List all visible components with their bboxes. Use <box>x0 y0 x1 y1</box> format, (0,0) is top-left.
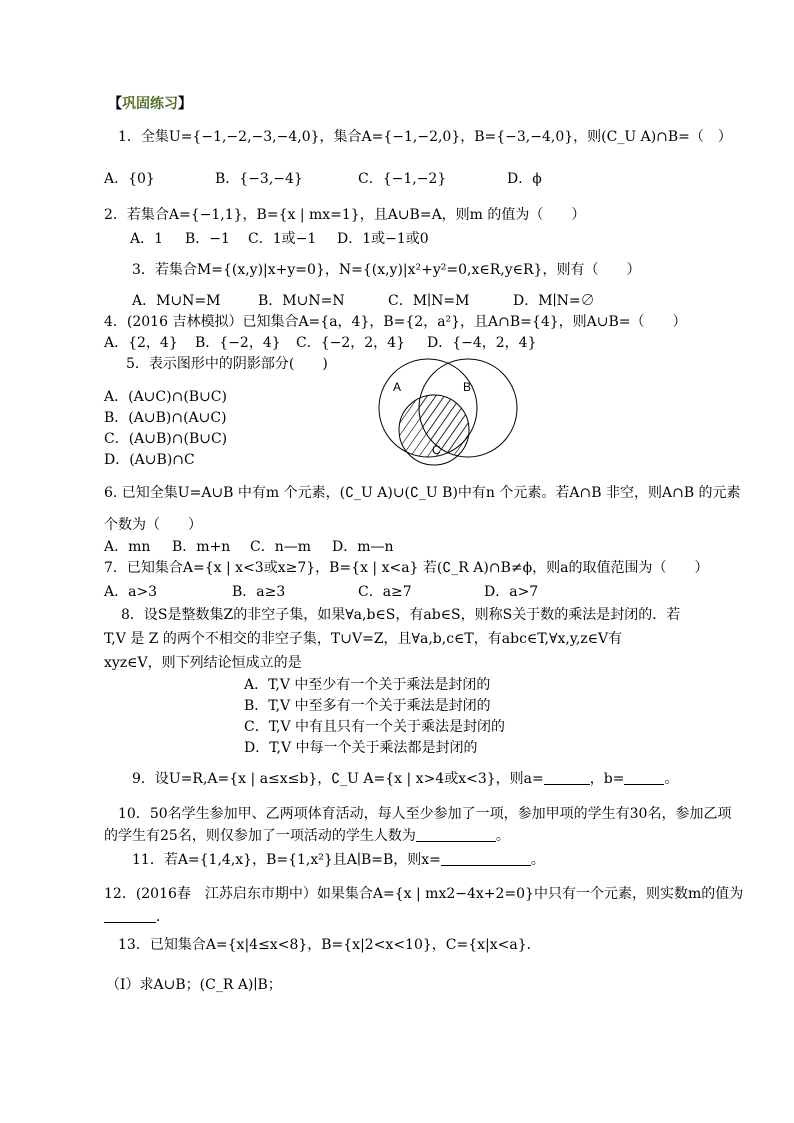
q3-option-a: A．M∪N=M <box>132 293 221 309</box>
q3-option-b: B．M∪N=N <box>258 293 345 309</box>
question-5: 5．表示图形中的阴影部分( ) <box>126 356 328 372</box>
q3-option-c: C．M∣N=M <box>388 293 470 309</box>
venn-diagram <box>368 358 528 482</box>
q6-option-c: C．n—m <box>250 539 312 555</box>
q5-option-a: A．(A∪C)∩(B∪C) <box>104 389 227 405</box>
question-1: 1．全集U={−1,−2,−3,−4,0}，集合A={−1,−2,0}，B={−3,−4,0}，则(C_U A)∩B=（ ） <box>118 129 732 145</box>
q5-option-c: C．(A∪B)∩(B∪C) <box>104 431 228 447</box>
question-12-line-2: ． <box>104 908 170 926</box>
q1-option-c: C．{−1,−2} <box>358 171 447 187</box>
question-13-part-1: （I）求A∪B；(C_R A)∣B； <box>106 977 282 993</box>
q9-blank-b[interactable] <box>624 770 664 785</box>
q7-option-b: B．a≥3 <box>232 584 286 600</box>
q7-option-a: A．a>3 <box>104 584 158 600</box>
q1-option-a: A．{0} <box>104 171 155 187</box>
q9-blank-a[interactable] <box>544 770 590 785</box>
venn-label-c: C <box>432 443 441 457</box>
q8-option-b: B．T,V 中至多有一个关于乘法是封闭的 <box>244 698 491 714</box>
q1-option-d: D．ϕ <box>507 171 542 187</box>
question-12-line-1: 12．(2016春 江苏启东市期中）如果集合A={x | mx2−4x+2=0}中只有一个元素，则实数m的值为 <box>104 886 744 902</box>
question-8-line-3: xyz∈V，则下列结论恒成立的是 <box>104 655 302 671</box>
q2-option-a: A．1 <box>130 231 164 247</box>
q6-option-a: A．mn <box>104 539 151 555</box>
q8-option-a: A．T,V 中至少有一个关于乘法是封闭的 <box>244 677 491 693</box>
q8-option-d: D．T,V 中每一个关于乘法都是封闭的 <box>244 740 478 756</box>
question-13: 13．已知集合A={x|4≤x<8}，B={x|2<x<10}，C={x|x<a}． <box>118 937 541 953</box>
question-2: 2．若集合A={−1,1}，B={x | mx=1}，且A∪B=A，则m 的值为（ ） <box>104 207 586 223</box>
q6-option-d: D．m—n <box>332 539 394 555</box>
venn-label-a: A <box>393 380 402 394</box>
q12-blank[interactable] <box>104 908 156 923</box>
q8-option-c: C．T,V 中有且只有一个关于乘法是封闭的 <box>244 719 506 735</box>
question-10-line-2: 的学生有25名，则仅参加了一项活动的学生人数为 。 <box>104 828 510 844</box>
question-3: 3．若集合M={(x,y)|x+y=0}，N={(x,y)|x²+y²=0,x∈R,y∈R}，则有（ ） <box>132 262 641 278</box>
q2-option-b: B．−1 <box>185 231 230 247</box>
question-6-line-2: 个数为（ ） <box>104 517 202 533</box>
question-8-line-2: T,V 是 Z 的两个不相交的非空子集，T∪V=Z，且∀a,b,c∈T，有abc∈T,∀x,y,z∈V有 <box>104 631 623 647</box>
q11-blank[interactable] <box>441 851 531 866</box>
q6-option-b: B．m+n <box>172 539 231 555</box>
question-6-line-1: 6. 已知全集U=A∪B 中有m 个元素，(∁_U A)∪(∁_U B)中有n 个元素。若A∩B 非空，则A∩B 的元素 <box>104 485 741 501</box>
section-title: 【巩固练习】 <box>108 96 192 112</box>
q3-option-d: D．M∣N=∅ <box>513 293 595 309</box>
q7-option-d: D．a>7 <box>484 584 539 600</box>
q5-option-d: D．(A∪B)∩C <box>104 452 195 468</box>
q10-blank[interactable] <box>416 827 496 842</box>
question-7: 7．已知集合A={x | x<3或x≥7}，B={x | x<a} 若(∁_R A)∩B≠ϕ，则a的取值范围为（ ） <box>104 560 709 576</box>
q4-option-a: A．{2，4} <box>104 335 178 351</box>
q4-option-b: B．{−2，4} <box>195 335 281 351</box>
q1-option-b: B．{−3,−4} <box>215 171 303 187</box>
q2-option-c: C．1或−1 <box>248 231 317 247</box>
q5-option-b: B．(A∪B)∩(A∪C) <box>104 410 227 426</box>
question-8-line-1: 8．设S是整数集Z的非空子集，如果∀a,b∈S，有ab∈S，则称S关于数的乘法是封闭的．若 <box>121 607 681 623</box>
q2-option-d: D．1或−1或0 <box>337 231 429 247</box>
question-9: 9．设U=R,A={x | a≤x≤b}，∁_U A={x | x>4或x<3}，则a= ，b= 。 <box>132 771 679 787</box>
question-10-line-1: 10．50名学生参加甲、乙两项体育活动，每人至少参加了一项，参加甲项的学生有30名，参加乙项 <box>118 806 732 822</box>
question-11: 11．若A={1,4,x}，B={1,x²}且A∣B=B，则x= 。 <box>132 852 545 868</box>
q7-option-c: C．a≥7 <box>358 584 412 600</box>
venn-label-b: B <box>463 380 472 394</box>
q4-option-c: C．{−2，2，4} <box>296 335 405 351</box>
question-4: 4．(2016 吉林模拟）已知集合A={a，4}，B={2，a²}，且A∩B={4}，则A∪B=（ ） <box>104 314 687 330</box>
q4-option-d: D．{−4，2，4} <box>427 335 537 351</box>
